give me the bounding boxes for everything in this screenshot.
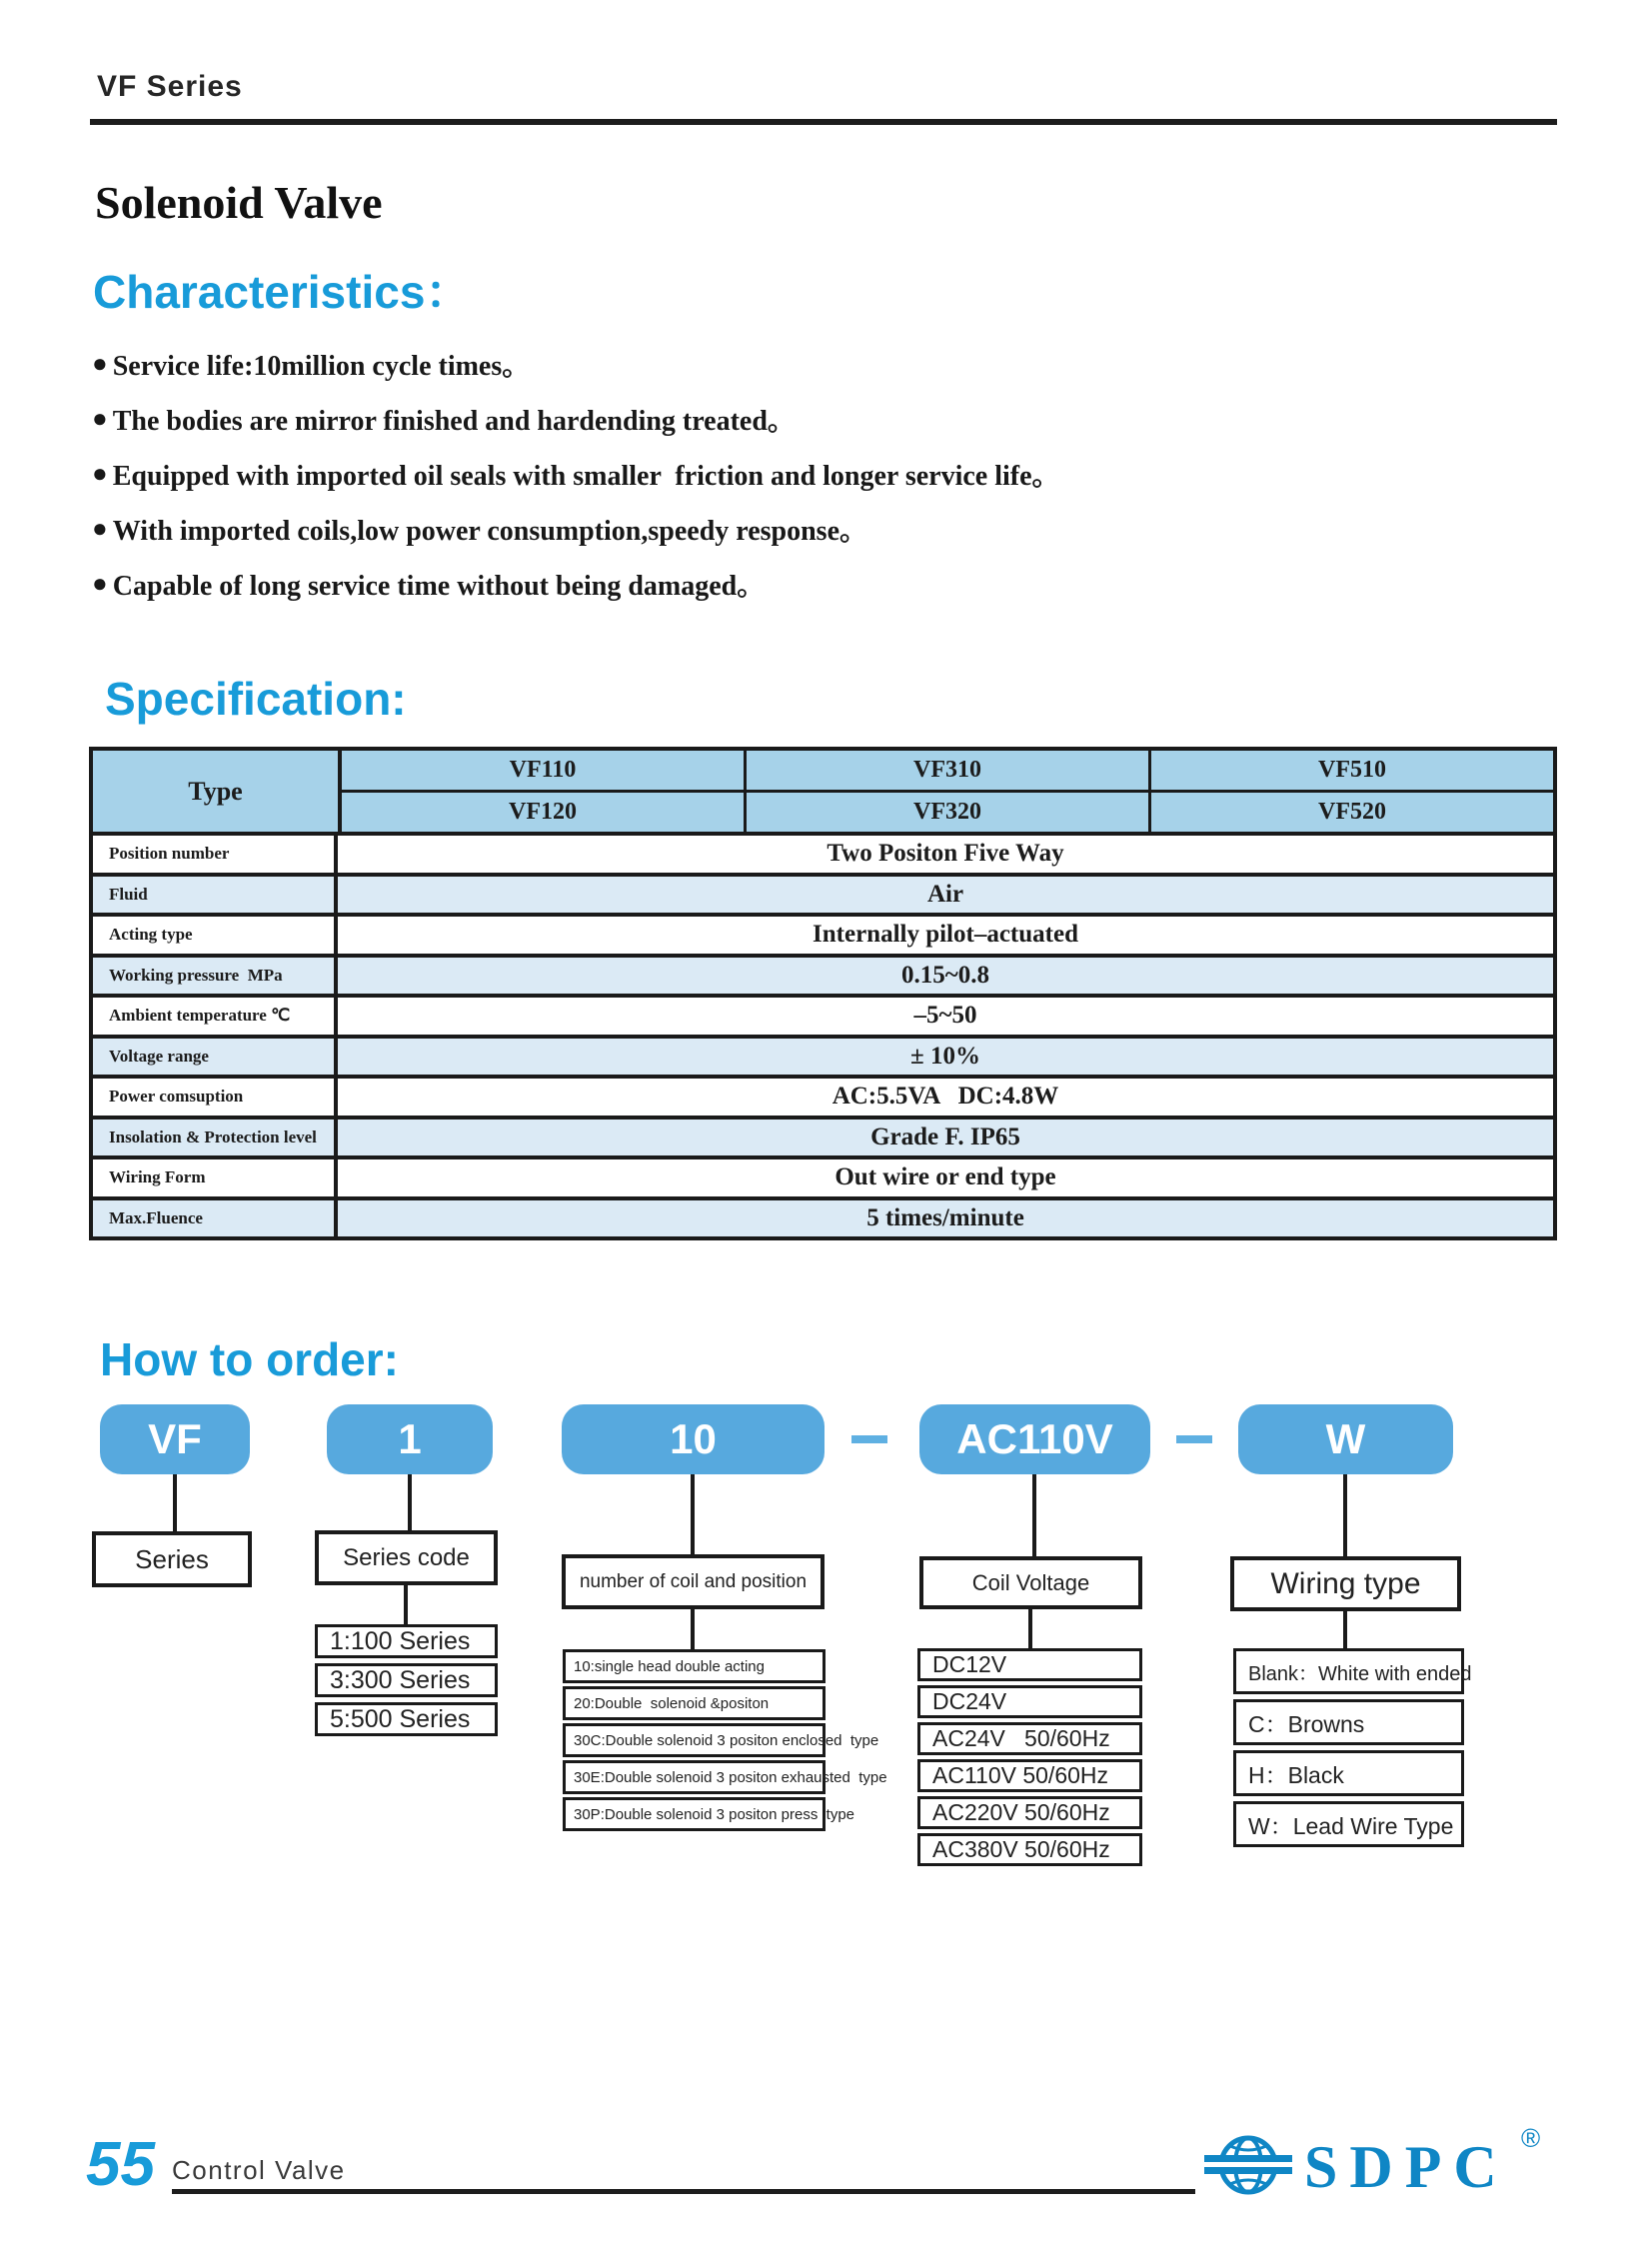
row-value: Air (926, 880, 964, 908)
order-label-series-code: Series code (315, 1530, 498, 1585)
table-row (93, 1079, 1553, 1120)
option-item: 10:single head double acting (563, 1649, 826, 1683)
row-value: Out wire or end type (834, 1163, 1056, 1191)
option-item: C：Browns (1233, 1699, 1464, 1745)
model-row (342, 751, 1553, 793)
row-label: Ambient temperature ℃ (93, 998, 338, 1035)
option-item: Blank：White with ended (1233, 1648, 1464, 1694)
model-row (342, 793, 1553, 832)
type-header-cell: Type (93, 751, 342, 832)
order-code-pill-coil-position: 10 (562, 1404, 825, 1474)
series-header: VF Series (97, 70, 243, 103)
model-cell: VF110 (342, 751, 747, 790)
table-row (93, 1200, 1553, 1237)
registered-trademark-icon: ® (1521, 2123, 1541, 2153)
connector-line (691, 1609, 695, 1649)
row-label: Wiring Form (93, 1159, 338, 1196)
option-item: 1:100 Series (315, 1624, 498, 1658)
connector-line (408, 1474, 412, 1530)
connector-line (1032, 1474, 1036, 1556)
table-row (93, 958, 1553, 999)
option-item: DC24V (917, 1685, 1142, 1718)
order-code-pill-voltage: AC110V (919, 1404, 1150, 1474)
connector-line (1343, 1611, 1347, 1648)
bullet-icon: ● (92, 513, 108, 543)
order-code-pill-series: VF (100, 1404, 250, 1474)
list-item (92, 391, 1060, 446)
footer-divider (172, 2189, 1195, 2194)
bullet-icon: ● (92, 403, 108, 433)
connector-line (691, 1474, 695, 1554)
list-item (92, 501, 1060, 556)
option-item: 5:500 Series (315, 1702, 498, 1736)
option-item: AC110V 50/60Hz (917, 1759, 1142, 1792)
row-value: ± 10% (910, 1042, 980, 1070)
list-item (92, 336, 1060, 391)
specification-table (89, 747, 1557, 1240)
row-value: Internally pilot–actuated (813, 921, 1078, 949)
option-item: AC24V 50/60Hz (917, 1722, 1142, 1755)
order-label-coil-position: number of coil and position (562, 1554, 825, 1609)
characteristics-heading: Characteristics： (93, 266, 472, 318)
brand-logo-text: SDPC (1304, 2134, 1509, 2200)
characteristics-list (92, 336, 1060, 611)
list-item (92, 556, 1060, 611)
model-cell: VF520 (1318, 799, 1386, 825)
table-row (93, 877, 1553, 918)
model-cell: VF510 (1318, 757, 1386, 783)
table-row (93, 1159, 1553, 1200)
row-label: Acting type (93, 917, 338, 954)
model-cell: VF320 (747, 793, 1151, 832)
order-label-series: Series (92, 1531, 252, 1587)
order-code-pill-wiring: W (1238, 1404, 1453, 1474)
row-value: AC:5.5VA DC:4.8W (831, 1083, 1059, 1111)
model-cell: VF310 (747, 751, 1151, 790)
bullet-icon: ● (92, 458, 108, 488)
row-value: –5~50 (913, 1002, 977, 1030)
table-row (93, 917, 1553, 958)
list-item (92, 446, 1060, 501)
characteristic-text: Service life:10million cycle times。 (112, 350, 531, 382)
characteristic-text: The bodies are mirror finished and hardending treated。 (112, 405, 796, 437)
option-item: 3:300 Series (315, 1663, 498, 1697)
table-row (93, 1039, 1553, 1080)
option-item: W：Lead Wire Type (1233, 1801, 1464, 1847)
bullet-icon: ● (92, 568, 108, 598)
option-item: AC220V 50/60Hz (917, 1796, 1142, 1829)
connector-line (1343, 1474, 1347, 1556)
row-label: Fluid (93, 877, 338, 914)
header-divider (90, 119, 1557, 125)
row-value: Grade F. IP65 (870, 1123, 1020, 1150)
specification-heading: Specification: (105, 673, 407, 725)
characteristic-text: Capable of long service time without being damaged。 (112, 570, 766, 602)
option-item: 30E:Double solenoid 3 positon exhausted type (563, 1760, 826, 1794)
table-row (93, 836, 1553, 877)
page-number: 55 (86, 2130, 155, 2199)
model-header-grid (342, 751, 1553, 832)
option-item: 30C:Double solenoid 3 positon enclosed type (563, 1723, 826, 1757)
row-value: Two Positon Five Way (826, 840, 1064, 868)
row-label: Working pressure MPa (93, 958, 338, 995)
connector-line (404, 1585, 408, 1624)
order-label-voltage: Coil Voltage (919, 1556, 1142, 1609)
characteristic-text: Equipped with imported oil seals with smaller friction and longer service life。 (112, 460, 1060, 492)
row-label: Position number (93, 836, 338, 873)
dash-icon (1176, 1435, 1212, 1443)
row-label: Max.Fluence (93, 1200, 338, 1237)
order-code-pill-series-code: 1 (327, 1404, 493, 1474)
dash-icon (851, 1435, 887, 1443)
characteristic-text: With imported coils,low power consumption,speedy response。 (112, 515, 867, 547)
table-header (93, 751, 1553, 836)
row-value: 0.15~0.8 (900, 961, 989, 989)
how-to-order-heading: How to order: (100, 1333, 399, 1385)
page-title: Solenoid Valve (95, 177, 383, 228)
option-item: 20:Double solenoid &positon (563, 1686, 826, 1720)
model-cell: VF120 (342, 793, 747, 832)
row-label: Insolation & Protection level (93, 1120, 338, 1156)
option-item: H：Black (1233, 1750, 1464, 1796)
footer-section-label: Control Valve (172, 2155, 346, 2185)
option-item: AC380V 50/60Hz (917, 1833, 1142, 1866)
option-item: DC12V (917, 1648, 1142, 1681)
connector-line (173, 1474, 177, 1531)
connector-line (1028, 1609, 1032, 1648)
table-row (93, 1120, 1553, 1160)
table-row (93, 998, 1553, 1039)
order-label-wiring: Wiring type (1230, 1556, 1461, 1611)
row-label: Power comsuption (93, 1079, 338, 1116)
globe-icon (1202, 2133, 1294, 2202)
option-item: 30P:Double solenoid 3 positon press type (563, 1797, 826, 1831)
row-label: Voltage range (93, 1039, 338, 1076)
row-value: 5 times/minute (866, 1203, 1024, 1231)
bullet-icon: ● (92, 348, 108, 378)
